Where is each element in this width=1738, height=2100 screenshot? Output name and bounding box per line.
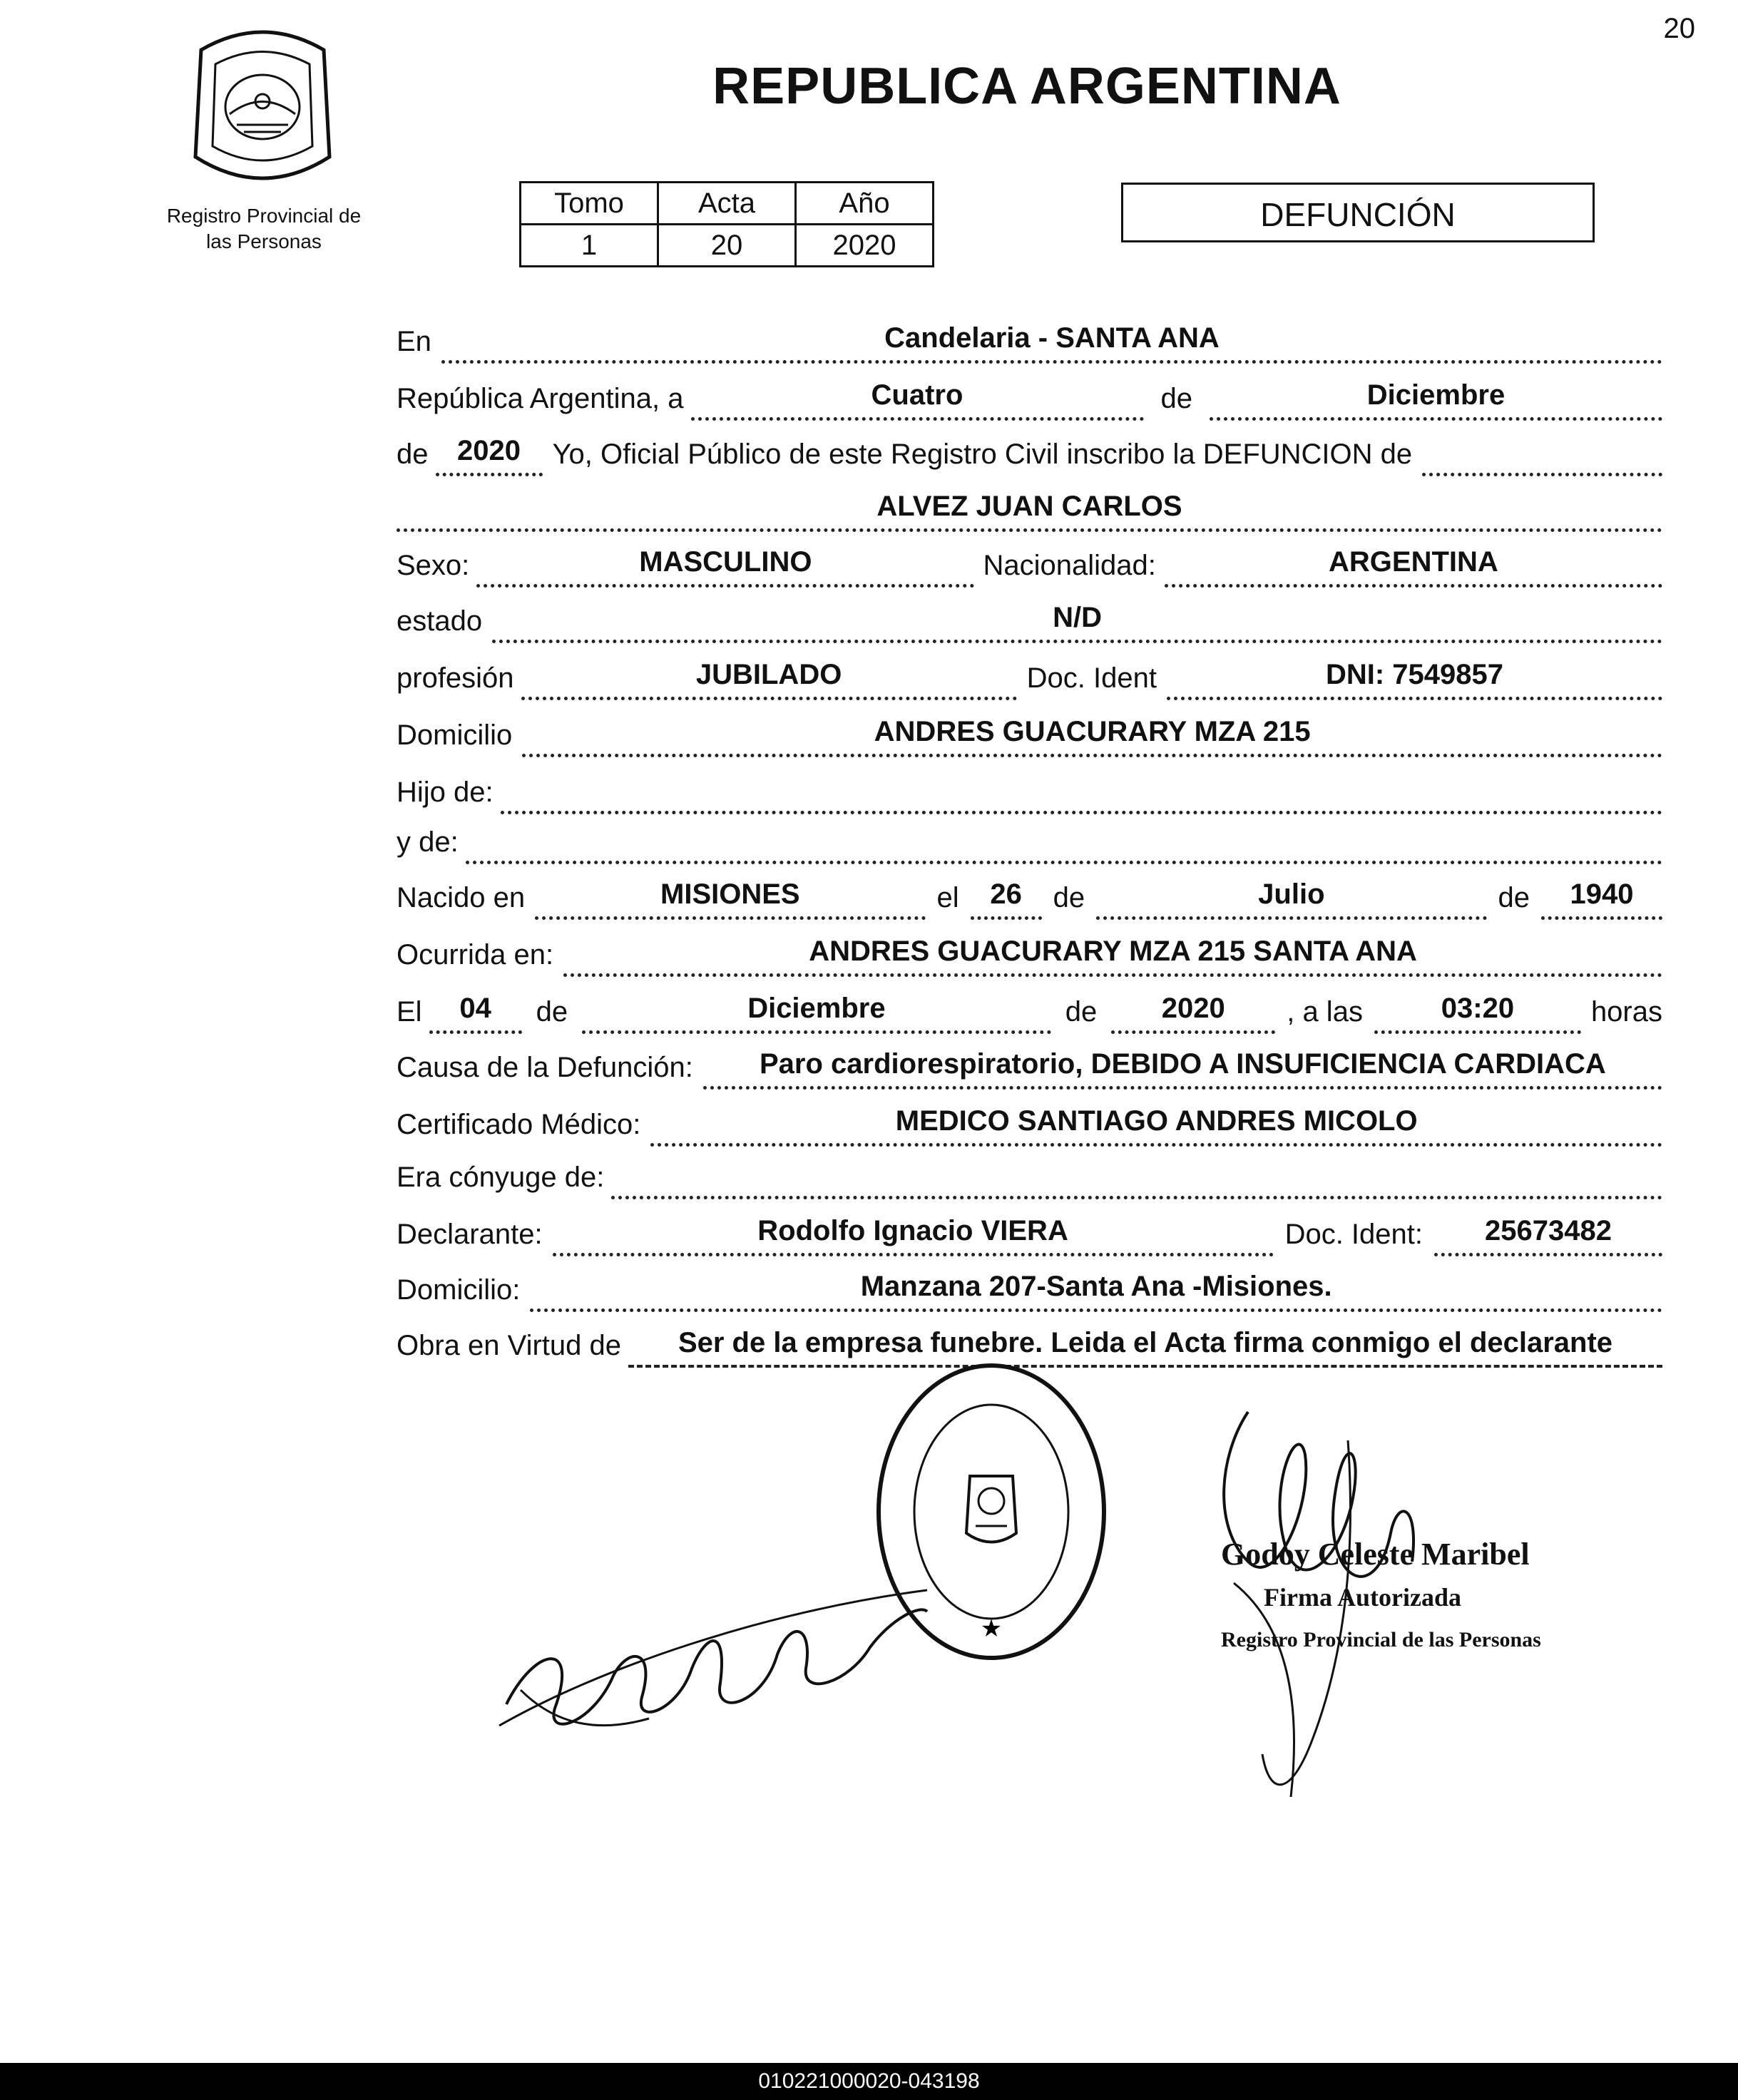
decl-domicilio-value: Manzana 207-Santa Ana -Misiones. [530, 1271, 1662, 1312]
birth-de-label-2: de [1498, 882, 1530, 913]
nacionalidad-label: Nacionalidad: [983, 550, 1156, 581]
death-year: 2020 [1111, 993, 1275, 1034]
acta-value-ano: 2020 [796, 225, 934, 267]
line-decl-domicilio [397, 1268, 1662, 1312]
line-death-date [397, 990, 1662, 1034]
yde-value [466, 855, 1662, 864]
line-causa [397, 1045, 1662, 1090]
ocurrida-value: ANDRES GUACURARY MZA 215 SANTA ANA [563, 936, 1662, 977]
causa-value: Paro cardiorespiratorio, DEBIDO A INSUFICIENCIA CARDIACA [703, 1048, 1662, 1090]
estado-value: N/D [492, 602, 1662, 643]
acta-value-acta: 20 [658, 225, 796, 267]
estado-label: estado [397, 605, 483, 637]
document-title: REPUBLICA ARGENTINA [712, 58, 1341, 115]
de-label: de [1160, 383, 1192, 414]
acta-header-row [521, 183, 934, 225]
line-certificado [397, 1102, 1662, 1147]
birth-de-label: de [1053, 882, 1085, 913]
en-label: En [397, 326, 431, 357]
profesion-value: JUBILADO [521, 659, 1017, 700]
sexo-value: MASCULINO [476, 546, 974, 588]
nacido-value: MISIONES [535, 879, 925, 920]
sexo-label: Sexo: [397, 550, 470, 581]
declarante-label: Declarante: [397, 1219, 543, 1250]
acta-value-row [521, 225, 934, 267]
line-yde [397, 820, 1662, 864]
provincial-emblem-icon [187, 21, 338, 187]
certificado-value: MEDICO SANTIAGO ANDRES MICOLO [650, 1105, 1662, 1147]
obra-value: Ser de la empresa funebre. Leida el Acta firma conmigo el declarante [628, 1327, 1662, 1368]
line-domicilio [397, 713, 1662, 757]
authorized-office: Registro Provincial de las Personas [1221, 1628, 1541, 1651]
domicilio-label: Domicilio [397, 719, 513, 751]
obra-label: Obra en Virtud de [397, 1330, 622, 1361]
inscribo-blank [1422, 467, 1662, 476]
causa-label: Causa de la Defunción: [397, 1052, 693, 1083]
death-time: 03:20 [1374, 993, 1581, 1034]
line-en [397, 319, 1662, 364]
line-profesion [397, 656, 1662, 700]
birth-year: 1940 [1541, 879, 1662, 920]
nacido-label: Nacido en [397, 882, 526, 913]
month-value: Diciembre [1210, 379, 1662, 421]
hijo-label: Hijo de: [397, 777, 494, 808]
ocurrida-label: Ocurrida en: [397, 939, 554, 970]
page-number: 20 [1663, 13, 1695, 44]
nacionalidad-value: ARGENTINA [1165, 546, 1662, 588]
document-type-box: DEFUNCIÓN [1121, 183, 1595, 242]
en-value: Candelaria - SANTA ANA [441, 322, 1662, 364]
birth-month: Julio [1096, 879, 1486, 920]
registry-line-2: las Personas [206, 230, 322, 252]
registry-name [143, 203, 385, 255]
svg-text:★: ★ [980, 1615, 1003, 1642]
acta-value-tomo: 1 [521, 225, 658, 267]
authorization-block [1221, 1533, 1541, 1661]
profesion-label: profesión [397, 662, 514, 694]
decl-doc-label: Doc. Ident: [1284, 1219, 1423, 1250]
year-value: 2020 [436, 435, 543, 476]
line-declarante [397, 1212, 1662, 1256]
doc-ident-value: DNI: 7549857 [1167, 659, 1662, 700]
line-sexo [397, 543, 1662, 588]
death-month: Diciembre [582, 993, 1051, 1034]
line-nacido [397, 876, 1662, 920]
horas-label: horas [1590, 996, 1662, 1028]
yde-label: y de: [397, 826, 459, 858]
de-year-label: de [397, 439, 429, 470]
footer-code: 010221000020-043198 [0, 2063, 1738, 2100]
declarante-value: Rodolfo Ignacio VIERA [553, 1215, 1274, 1256]
line-date [397, 377, 1662, 421]
republica-label: República Argentina, a [397, 383, 684, 414]
deceased-name: ALVEZ JUAN CARLOS [397, 491, 1662, 532]
domicilio-value: ANDRES GUACURARY MZA 215 [522, 716, 1662, 757]
line-name [397, 488, 1662, 532]
birth-day: 26 [971, 879, 1042, 920]
line-hijo [397, 770, 1662, 814]
el-label: el [936, 882, 959, 913]
line-inscribo [397, 432, 1662, 476]
death-de-label: de [536, 996, 568, 1028]
conyuge-label: Era cónyuge de: [397, 1162, 605, 1193]
conyuge-value [611, 1190, 1662, 1199]
acta-header-ano: Año [796, 183, 934, 225]
inscribo-text: Yo, Oficial Público de este Registro Civil inscribo la DEFUNCION de [552, 439, 1413, 470]
certificado-label: Certificado Médico: [397, 1109, 641, 1140]
doc-ident-label: Doc. Ident [1026, 662, 1157, 694]
acta-header-acta: Acta [658, 183, 796, 225]
decl-domicilio-label: Domicilio: [397, 1274, 521, 1306]
el-cap-label: El [397, 996, 422, 1028]
death-day: 04 [429, 993, 522, 1034]
line-conyuge [397, 1155, 1662, 1199]
hijo-value [501, 805, 1662, 814]
line-ocurrida [397, 933, 1662, 977]
decl-doc-value: 25673482 [1434, 1215, 1662, 1256]
authorized-name: Godoy Celeste Maribel [1221, 1537, 1530, 1572]
registry-line-1: Registro Provincial de [166, 205, 362, 227]
declarant-signature-icon [492, 1562, 934, 1747]
line-estado [397, 599, 1662, 643]
acta-header-tomo: Tomo [521, 183, 658, 225]
acta-table [519, 181, 934, 267]
death-de-label-2: de [1065, 996, 1098, 1028]
day-value: Cuatro [691, 379, 1144, 421]
a-las-label: , a las [1287, 996, 1363, 1028]
authorized-role: Firma Autorizada [1264, 1583, 1461, 1612]
